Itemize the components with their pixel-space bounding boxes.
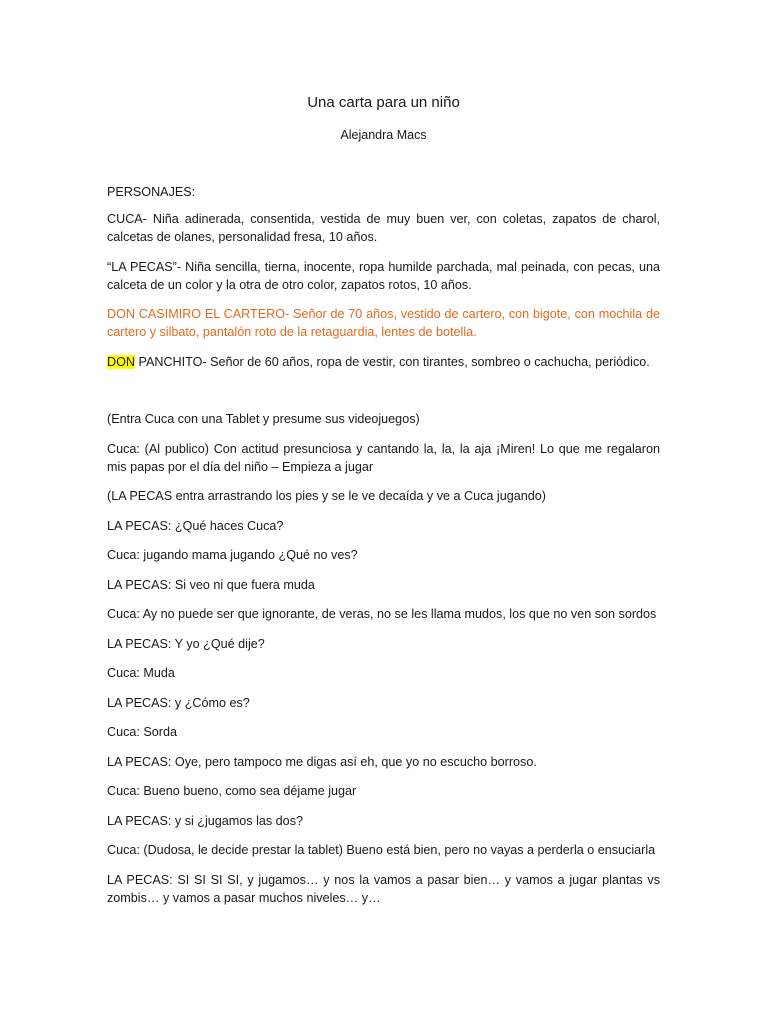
character-don-panchito-text: PANCHITO- Señor de 60 años, ropa de vestir, con tirantes, sombreo o cachucha, periódico.: [135, 354, 650, 369]
stage-direction: (LA PECAS entra arrastrando los pies y se le ve decaída y ve a Cuca jugando): [107, 489, 546, 503]
highlighted-text: DON: [107, 354, 135, 369]
stage-direction: (Entra Cuca con una Tablet y presume sus videojuegos): [107, 412, 420, 426]
script-line: Cuca: Ay no puede ser que ignorante, de veras, no se les llama mudos, los que no ven son sordos: [107, 607, 657, 621]
script-line: LA PECAS: SI SI SI SI, y jugamos… y nos la vamos a pasar bien… y vamos a jugar plantas vs zombis… y vamos a pasar muchos niveles… y…: [107, 872, 660, 905]
character-don-panchito: [107, 353, 660, 371]
script-line: LA PECAS: Y yo ¿Qué dije?: [107, 636, 265, 651]
script-line: Cuca: jugando mama jugando ¿Qué no ves?: [107, 548, 358, 562]
characters-heading: PERSONAJES:: [107, 185, 196, 199]
script-line: Cuca: (Dudosa, le decide prestar la tablet) Bueno está bien, pero no vayas a perderla o ensuciarla: [107, 843, 656, 857]
document-author: Alejandra Macs: [340, 128, 427, 142]
script-line: Cuca: Muda: [107, 666, 175, 680]
script-line: LA PECAS: Oye, pero tampoco me digas así eh, que yo no escucho borroso.: [107, 754, 537, 769]
script-line: Cuca: Bueno bueno, como sea déjame jugar: [107, 784, 357, 798]
script-line: LA PECAS: y si ¿jugamos las dos?: [107, 813, 303, 828]
script-line: LA PECAS: Si veo ni que fuera muda: [107, 577, 315, 592]
script-line: Cuca: (Al publico) Con actitud presunciosa y cantando la, la, la aja ¡Miren! Lo que me regalaron mis papas por el día del niño – Empieza a jugar: [107, 441, 660, 474]
script-line: LA PECAS: y ¿Cómo es?: [107, 695, 250, 710]
script-line: Cuca: Sorda: [107, 725, 178, 739]
character-cuca: CUCA- Niña adinerada, consentida, vestida de muy buen ver, con coletas, zapatos de charol, calcetas de olanes, personalidad fresa, 10 años.: [107, 212, 660, 244]
character-la-pecas: “LA PECAS”- Niña sencilla, tierna, inocente, ropa humilde parchada, mal peinada, con pecas, una calceta de un color y la otra de otro color, zapatos rotos, 10 años.: [107, 259, 660, 292]
document-title: Una carta para un niño: [307, 94, 460, 111]
script-line: LA PECAS: ¿Qué haces Cuca?: [107, 518, 284, 533]
character-don-casimiro: DON CASIMIRO EL CARTERO- Señor de 70 años, vestido de cartero, con bigote, con mochila de cartero y silbato, pantalón roto de la retaguardia, lentes de botella.: [107, 307, 660, 339]
section-gap: [107, 382, 660, 410]
